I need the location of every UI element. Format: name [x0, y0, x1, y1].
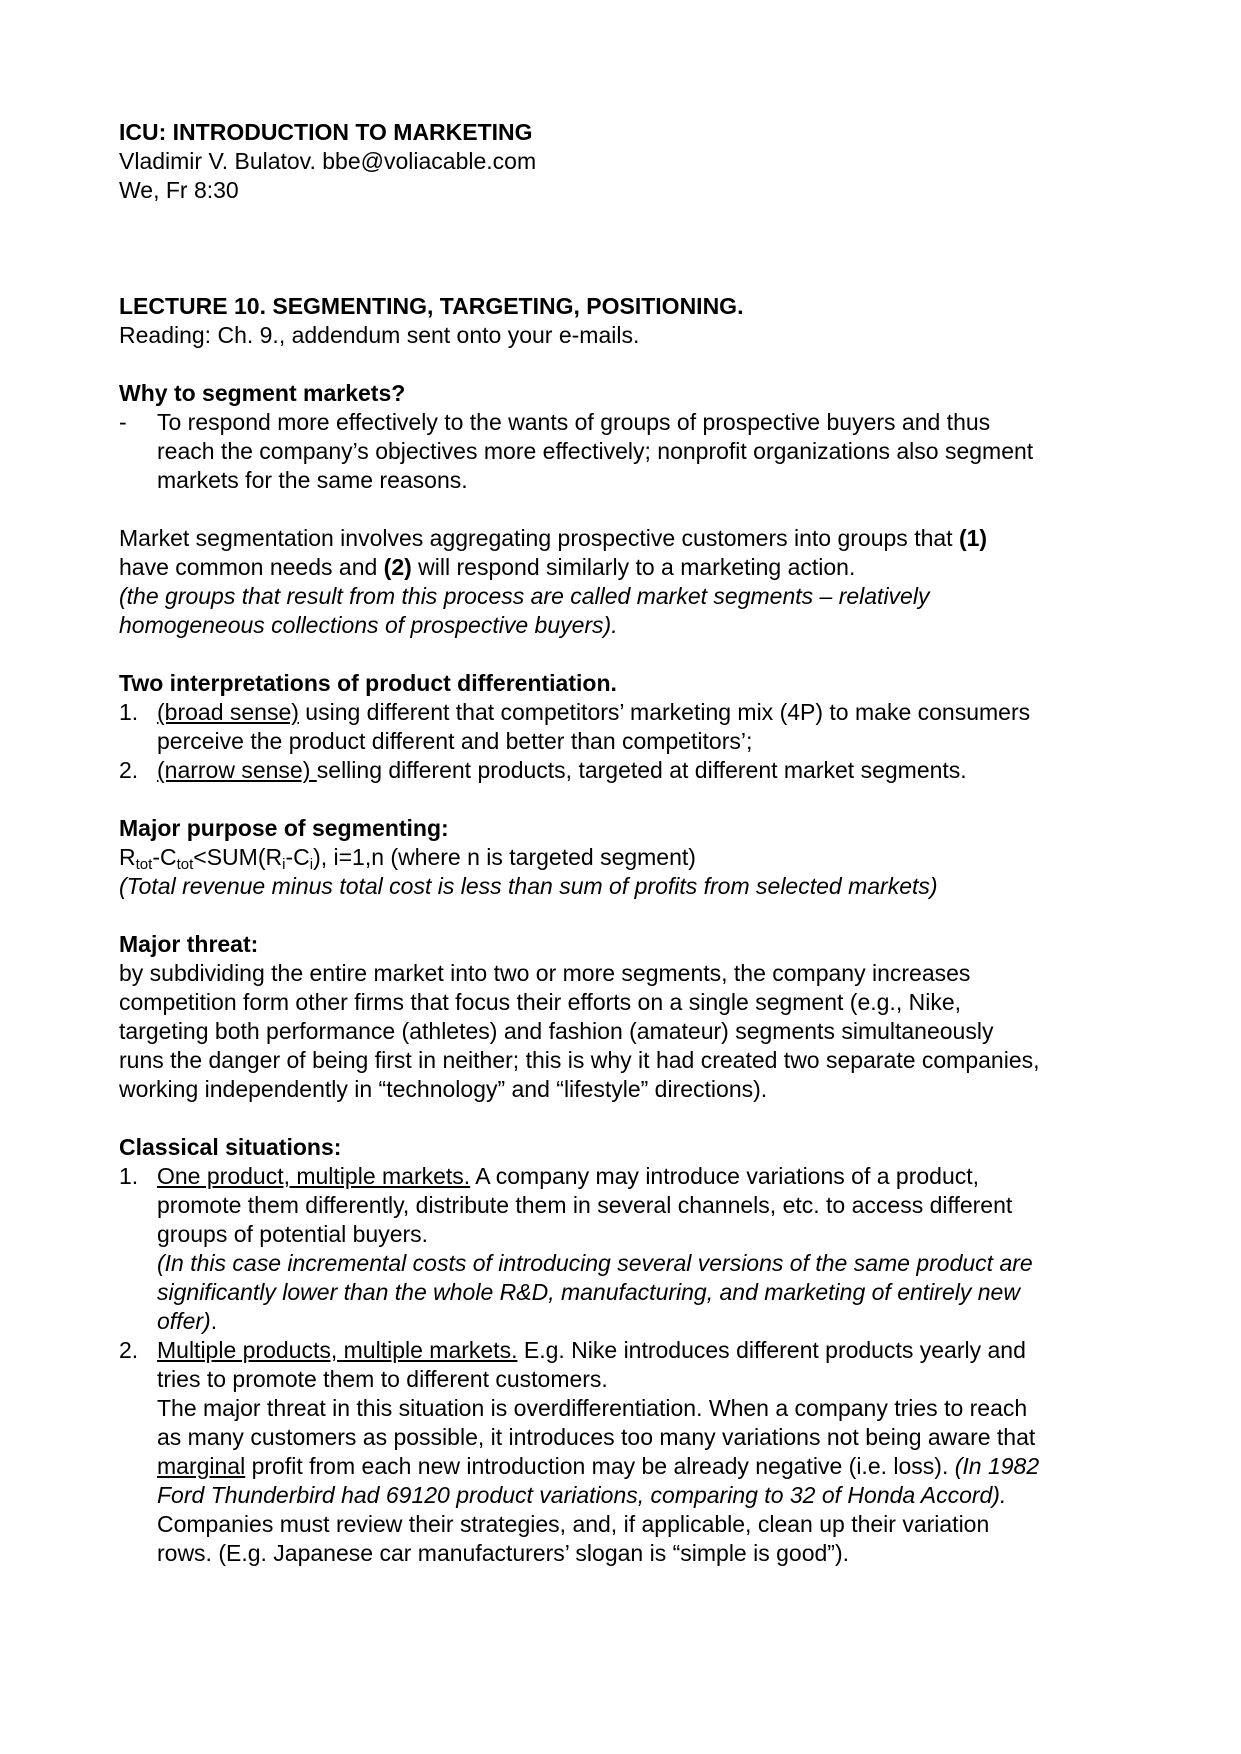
- underlined-term: (broad sense): [157, 699, 299, 725]
- item-text: using different that competitors’ marketing mix (4P) to make consumers: [298, 699, 1031, 725]
- list-number: 2.: [119, 757, 139, 783]
- list-number: 2.: [119, 1337, 139, 1363]
- why-segment-heading: Why to segment markets?: [119, 380, 406, 406]
- item-text: promote them differently, distribute them in several channels, etc. to access different: [157, 1192, 1013, 1218]
- item-text: A company may introduce variations of a product,: [470, 1163, 980, 1189]
- item-note: (In 1982: [954, 1453, 1040, 1479]
- item-text: tries to promote them to different customers.: [157, 1366, 608, 1392]
- class-schedule: We, Fr 8:30: [119, 177, 239, 203]
- item-text: profit from each new introduction may be already negative (i.e. loss).: [245, 1453, 955, 1479]
- item-text: rows. (E.g. Japanese car manufacturers’ slogan is “simple is good”).: [157, 1540, 849, 1566]
- item-note: significantly lower than the whole R&D, manufacturing, and marketing of entirely new: [157, 1279, 1020, 1305]
- underlined-term: Multiple products, multiple markets.: [157, 1337, 518, 1363]
- underlined-term: (narrow sense): [157, 757, 317, 783]
- item-text: perceive the product different and better than competitors’;: [157, 728, 753, 754]
- threat-line: by subdividing the entire market into two or more segments, the company increases: [119, 960, 971, 986]
- definition-note: (the groups that result from this process are called market segments – relatively: [119, 583, 930, 609]
- item-text: E.g. Nike introduces different products yearly and: [517, 1337, 1026, 1363]
- item-text: as many customers as possible, it introduces too many variations not being aware that: [157, 1424, 1036, 1450]
- definition-text: will respond similarly to a marketing action.: [411, 554, 856, 580]
- purpose-heading: Major purpose of segmenting:: [119, 815, 449, 841]
- why-segment-bullet: [119, 408, 1129, 495]
- item-text: .: [210, 1308, 218, 1334]
- bullet-line: reach the company’s objectives more effectively; nonprofit organizations also segment: [157, 438, 1034, 464]
- item-text: Companies must review their strategies, and, if applicable, clean up their variation: [157, 1511, 990, 1537]
- classical-item: [119, 1336, 1129, 1568]
- bullet-marker: -: [119, 409, 127, 435]
- threat-line: targeting both performance (athletes) and fashion (amateur) segments simultaneously: [119, 1018, 994, 1044]
- classical-heading: Classical situations:: [119, 1134, 342, 1160]
- course-title: ICU: INTRODUCTION TO MARKETING: [119, 119, 533, 145]
- classical-item: [119, 1162, 1129, 1336]
- threat-line: competition form other firms that focus their efforts on a single segment (e.g., Nike,: [119, 989, 962, 1015]
- purpose-note: (Total revenue minus total cost is less than sum of profits from selected markets): [119, 873, 938, 899]
- differentiation-item: [119, 698, 1129, 756]
- list-number: 1.: [119, 1163, 139, 1189]
- differentiation-heading: Two interpretations of product differentiation.: [119, 670, 617, 696]
- underlined-term: One product, multiple markets.: [157, 1163, 471, 1189]
- document-page: [119, 118, 1129, 1568]
- threat-line: working independently in “technology” and “lifestyle” directions).: [119, 1076, 768, 1102]
- differentiation-item: [119, 756, 1129, 785]
- definition-text: Market segmentation involves aggregating prospective customers into groups that: [119, 525, 959, 551]
- purpose-formula: $R_{tot}-C_{tot}<SUM(R_i-C_i)$, i=1,n (where n is targeted segment): [119, 844, 696, 873]
- item-note: (In this case incremental costs of introducing several versions of the same product are: [157, 1250, 1033, 1276]
- lecture-title: LECTURE 10. SEGMENTING, TARGETING, POSITIONING.: [119, 293, 744, 319]
- definition-line: [119, 524, 1129, 553]
- definition-note: homogeneous collections of prospective buyers).: [119, 612, 618, 638]
- item-text: The major threat in this situation is overdifferentiation. When a company tries to reach: [157, 1395, 1028, 1421]
- item-note: offer): [157, 1308, 211, 1334]
- threat-heading: Major threat:: [119, 931, 259, 957]
- definition-line: [119, 553, 1129, 582]
- definition-marker-2: (2): [383, 554, 412, 580]
- reading-assignment: Reading: Ch. 9., addendum sent onto your e-mails.: [119, 322, 640, 348]
- bullet-line: To respond more effectively to the wants of groups of prospective buyers and thus: [157, 409, 991, 435]
- threat-line: runs the danger of being first in neither; this is why it had created two separate companies,: [119, 1047, 1040, 1073]
- item-text: selling different products, targeted at different market segments.: [316, 757, 967, 783]
- definition-text: have common needs and: [119, 554, 384, 580]
- underlined-term: marginal: [157, 1453, 246, 1479]
- definition-marker-1: (1): [958, 525, 988, 551]
- item-note: Ford Thunderbird had 69120 product variations, comparing to 32 of Honda Accord).: [157, 1482, 1007, 1508]
- item-text: groups of potential buyers.: [157, 1221, 429, 1247]
- list-number: 1.: [119, 699, 139, 725]
- instructor-contact: Vladimir V. Bulatov. bbe@voliacable.com: [119, 148, 537, 174]
- bullet-line: markets for the same reasons.: [157, 467, 468, 493]
